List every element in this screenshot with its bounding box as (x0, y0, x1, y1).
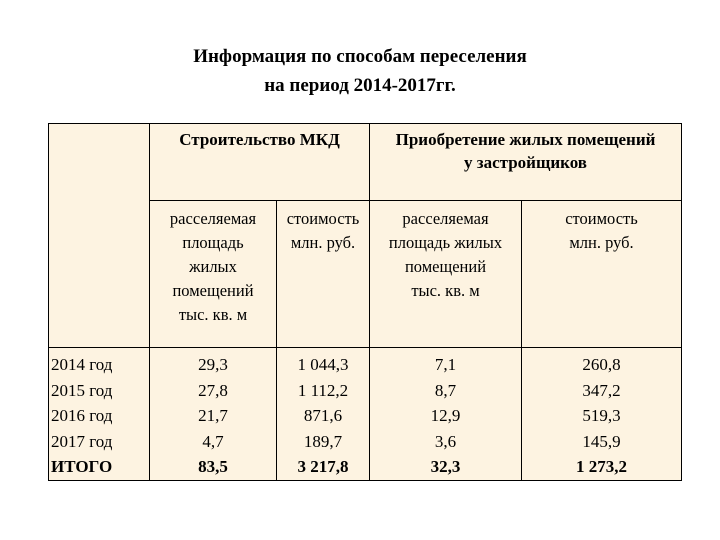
cell-value: 189,7 (303, 431, 343, 451)
cell-value: 1 112,2 (297, 380, 349, 400)
subheader-acq-cost (522, 201, 682, 348)
relocation-table (48, 123, 682, 481)
header-acquisition-line-1: Приобретение жилых помещений (395, 130, 656, 149)
header-acquisition (370, 124, 682, 201)
subheader-text: площадь (182, 233, 244, 252)
cell-value: 260,8 (582, 355, 621, 374)
group-header-row (49, 124, 682, 201)
header-mkd (150, 124, 370, 201)
subheader-text: млн. руб. (569, 233, 634, 252)
subheader-text: тыс. кв. м (178, 305, 248, 324)
subheader-mkd-cost (277, 201, 370, 348)
total-value: 1 273,2 (576, 457, 627, 476)
cell-value: 21,7 (198, 406, 228, 425)
total-value: 32,3 (430, 457, 461, 476)
year-label: 2016 год (51, 406, 113, 425)
cell-value: 12,9 (430, 406, 461, 425)
cell-value: 871,6 (303, 406, 343, 425)
subheader-mkd-area (150, 201, 277, 348)
subheader-text: расселяемая (402, 209, 489, 228)
year-label: 2017 год (51, 431, 113, 451)
cell-value: 1 044,3 (297, 355, 349, 374)
subheader-text: стоимость (565, 209, 638, 228)
subheader-text: расселяемая (169, 209, 257, 228)
subheader-text: жилых (189, 257, 237, 276)
subheader-text: млн. руб. (290, 233, 356, 252)
cell-value: 29,3 (198, 355, 228, 374)
cell-value: 145,9 (582, 431, 621, 451)
subheader-acq-area (370, 201, 522, 348)
year-label: 2014 год (51, 355, 113, 374)
cell-value: 3,6 (434, 431, 457, 451)
cell-value: 519,3 (582, 406, 621, 425)
cell-value: 8,7 (434, 380, 457, 400)
mkd-area-column (150, 348, 277, 481)
year-column (49, 348, 150, 481)
subheader-text: тыс. кв. м (411, 281, 480, 300)
cell-value: 27,8 (198, 380, 228, 400)
header-mkd-label: Строительство МКД (179, 130, 340, 149)
cell-value: 4,7 (202, 431, 224, 451)
acq-area-column (370, 348, 522, 481)
cell-value: 7,1 (434, 355, 457, 374)
total-label: ИТОГО (51, 457, 113, 476)
mkd-cost-column (277, 348, 370, 481)
data-row (49, 348, 682, 481)
page-title (0, 42, 720, 100)
subheader-text: помещений (404, 257, 487, 276)
year-label: 2015 год (51, 380, 113, 400)
cell-value: 347,2 (582, 380, 621, 400)
title-line-1: Информация по способам переселения (193, 46, 527, 67)
title-line-2: на период 2014-2017гг. (264, 75, 456, 96)
subheader-text: стоимость (286, 209, 360, 228)
acq-cost-column (522, 348, 682, 481)
subheader-text: помещений (172, 281, 254, 300)
corner-cell (49, 124, 150, 348)
total-value: 83,5 (198, 457, 228, 476)
total-value: 3 217,8 (297, 457, 349, 476)
header-acquisition-line-2: у застройщиков (464, 153, 587, 172)
subheader-text: площадь жилых (388, 233, 503, 252)
